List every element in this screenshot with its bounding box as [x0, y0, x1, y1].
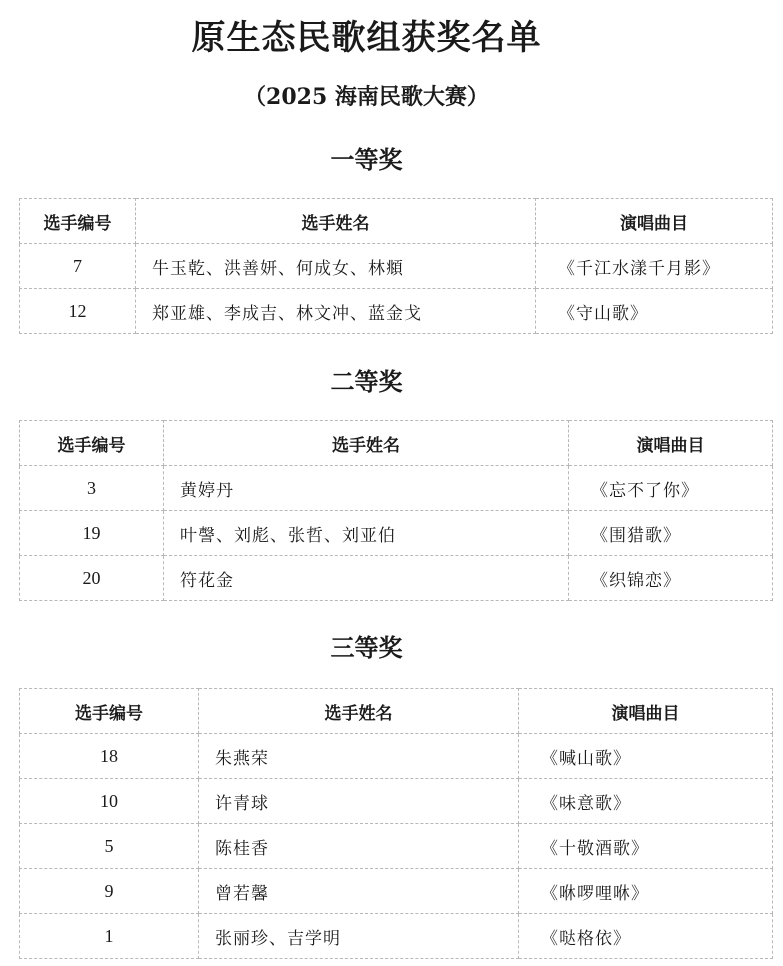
contestant-number: 19	[20, 511, 164, 556]
contestant-names: 叶謦、刘彪、张哲、刘亚伯	[164, 511, 569, 556]
column-header-name: 选手姓名	[164, 421, 569, 466]
contestant-number: 3	[20, 466, 164, 511]
contestant-number: 9	[20, 869, 199, 914]
contestant-number: 1	[20, 914, 199, 959]
table-header-row	[20, 199, 773, 244]
contestant-number: 7	[20, 244, 136, 289]
song-title: 《咻啰哩咻》	[519, 869, 773, 914]
song-title: 《味意歌》	[519, 779, 773, 824]
page-title: 原生态民歌组获奖名单	[191, 18, 542, 58]
song-title: 《围猎歌》	[569, 511, 773, 556]
table-row	[20, 824, 773, 869]
column-header-number: 选手编号	[20, 421, 164, 466]
table-row	[20, 466, 773, 511]
table-header-row	[20, 689, 773, 734]
column-header-song: 演唱曲目	[519, 689, 773, 734]
song-title: 《织锦恋》	[569, 556, 773, 601]
first-prize-table	[19, 198, 773, 334]
section-heading-first-prize: 一等奖	[330, 145, 403, 174]
song-title: 《喊山歌》	[519, 734, 773, 779]
column-header-song: 演唱曲目	[536, 199, 773, 244]
section-heading-third-prize: 三等奖	[330, 633, 403, 662]
contestant-number: 20	[20, 556, 164, 601]
table-row	[20, 734, 773, 779]
table-row	[20, 914, 773, 959]
table-header-row	[20, 421, 773, 466]
contestant-names: 符花金	[164, 556, 569, 601]
contestant-names: 郑亚雄、李成吉、林文冲、蓝金戈	[136, 289, 536, 334]
contestant-number: 12	[20, 289, 136, 334]
contestant-number: 5	[20, 824, 199, 869]
song-title: 《忘不了你》	[569, 466, 773, 511]
song-title: 《千江水漾千月影》	[536, 244, 773, 289]
song-title: 《十敬酒歌》	[519, 824, 773, 869]
table-row	[20, 244, 773, 289]
column-header-number: 选手编号	[20, 689, 199, 734]
contestant-names: 牛玉乾、洪善妍、何成女、林頫	[136, 244, 536, 289]
contestant-names: 黄婷丹	[164, 466, 569, 511]
section-heading-second-prize: 二等奖	[330, 367, 403, 396]
contestant-names: 张丽珍、吉学明	[199, 914, 519, 959]
contestant-number: 18	[20, 734, 199, 779]
song-title: 《守山歌》	[536, 289, 773, 334]
table-row	[20, 511, 773, 556]
table-row	[20, 779, 773, 824]
table-row	[20, 289, 773, 334]
page-subtitle: （2025 海南民歌大赛）	[244, 84, 489, 110]
contestant-names: 许青球	[199, 779, 519, 824]
third-prize-table	[19, 688, 773, 959]
contestant-names: 朱燕荣	[199, 734, 519, 779]
table-row	[20, 556, 773, 601]
table-row	[20, 869, 773, 914]
second-prize-table	[19, 420, 773, 601]
column-header-song: 演唱曲目	[569, 421, 773, 466]
song-title: 《哒格依》	[519, 914, 773, 959]
contestant-names: 陈桂香	[199, 824, 519, 869]
column-header-name: 选手姓名	[136, 199, 536, 244]
contestant-names: 曾若馨	[199, 869, 519, 914]
contestant-number: 10	[20, 779, 199, 824]
column-header-name: 选手姓名	[199, 689, 519, 734]
column-header-number: 选手编号	[20, 199, 136, 244]
